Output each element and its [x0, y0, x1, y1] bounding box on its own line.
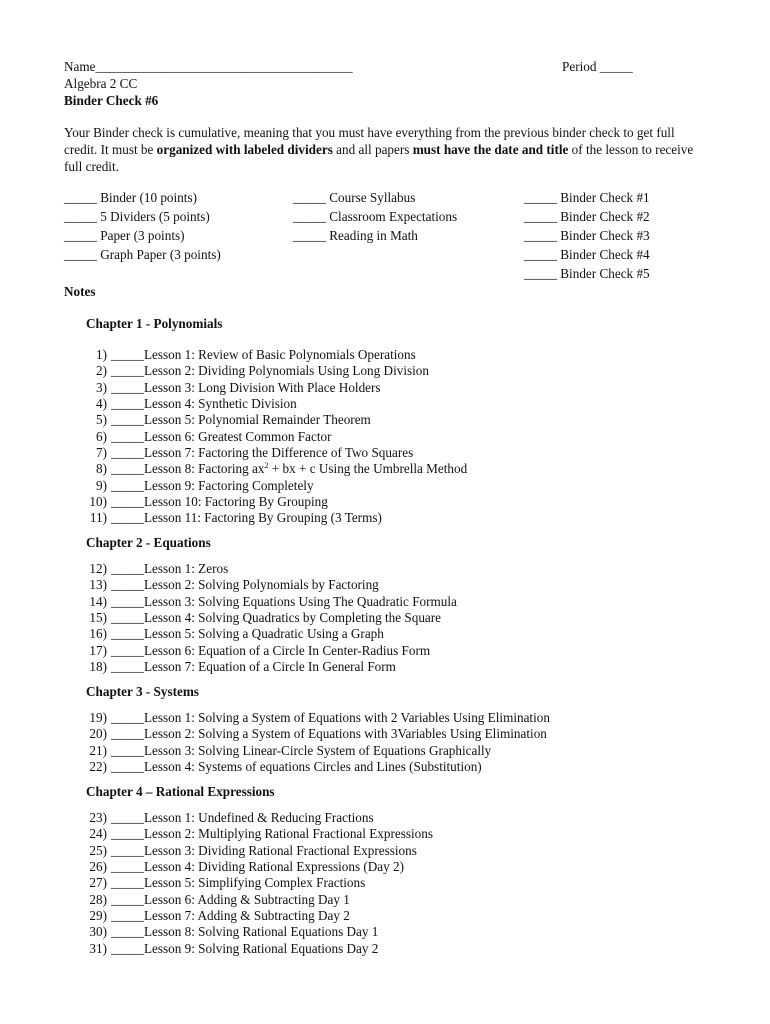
lesson-text — [111, 461, 467, 477]
lesson-number: 4) — [96, 396, 107, 412]
intro-text-2: and all papers — [332, 142, 413, 157]
lesson-text: _____Lesson 7: Adding & Subtracting Day 2 — [111, 908, 350, 924]
lesson-number: 13) — [89, 577, 107, 593]
lesson-row — [85, 908, 433, 924]
lesson-row — [85, 610, 457, 626]
lesson-row — [85, 941, 433, 957]
lesson-text: _____Lesson 4: Dividing Rational Expressions (Day 2) — [111, 859, 405, 875]
lesson-text: _____Lesson 5: Solving a Quadratic Using a Graph — [111, 626, 384, 642]
lesson-row — [85, 363, 467, 379]
lesson-row — [85, 412, 467, 428]
lesson-number: 9) — [96, 477, 107, 493]
chapter-3-lessons — [85, 710, 550, 775]
checklist-column-documents — [293, 188, 457, 245]
lesson-row — [85, 643, 457, 659]
lesson-row — [85, 924, 433, 940]
lesson-text: _____Lesson 2: Multiplying Rational Fractional Expressions — [111, 826, 433, 842]
checklist-item: _____ Binder Check #4 — [524, 247, 650, 262]
chapter-heading: Chapter 4 – Rational Expressions — [86, 784, 275, 799]
notes-heading: Notes — [64, 284, 96, 299]
checklist-item: _____ Binder Check #1 — [524, 190, 650, 205]
lesson-text-part: + bx + c Using the Umbrella Method — [268, 461, 468, 477]
lesson-row — [85, 429, 467, 445]
lesson-text: _____Lesson 9: Factoring Completely — [111, 477, 314, 493]
lesson-row — [85, 726, 550, 742]
lesson-text: _____Lesson 2: Solving Polynomials by Factoring — [111, 577, 379, 593]
lesson-text: _____Lesson 6: Greatest Common Factor — [111, 428, 332, 444]
lesson-number: 5) — [96, 412, 107, 428]
lesson-text: _____Lesson 9: Solving Rational Equations Day 2 — [111, 940, 379, 956]
lesson-number: 22) — [89, 759, 107, 775]
lesson-number: 16) — [89, 626, 107, 642]
checklist-item: _____ 5 Dividers (5 points) — [64, 209, 210, 224]
lesson-number: 12) — [89, 561, 107, 576]
lesson-text: _____Lesson 8: Solving Rational Equations Day 1 — [111, 924, 379, 940]
lesson-text: _____Lesson 1: Solving a System of Equations with 2 Variables Using Elimination — [111, 710, 550, 725]
lesson-number: 30) — [89, 924, 107, 940]
lesson-row — [85, 561, 457, 577]
chapter-heading: Chapter 2 - Equations — [86, 535, 211, 550]
lesson-row — [85, 380, 467, 396]
checklist-item: _____ Course Syllabus — [293, 190, 416, 205]
checklist-item: _____ Reading in Math — [293, 228, 418, 243]
lesson-number: 15) — [89, 610, 107, 626]
checklist-item: _____ Paper (3 points) — [64, 228, 185, 243]
chapter-heading: Chapter 1 - Polynomials — [86, 316, 223, 331]
lesson-text: _____Lesson 4: Systems of equations Circles and Lines (Substitution) — [111, 759, 482, 775]
lesson-number: 17) — [89, 642, 107, 658]
lesson-row — [85, 510, 467, 526]
lesson-number: 29) — [89, 908, 107, 924]
lesson-row — [85, 859, 433, 875]
lesson-text: _____Lesson 4: Synthetic Division — [111, 396, 297, 412]
lesson-text: _____Lesson 5: Polynomial Remainder Theorem — [111, 412, 371, 428]
lesson-number: 7) — [96, 445, 107, 461]
lesson-number: 25) — [89, 842, 107, 858]
chapter-2-lessons — [85, 561, 457, 675]
lesson-number: 21) — [89, 742, 107, 758]
document-title: Binder Check #6 — [64, 93, 159, 108]
intro-bold-1: organized with labeled dividers — [156, 142, 333, 157]
lesson-number: 28) — [89, 891, 107, 907]
lesson-row — [85, 461, 467, 477]
intro-paragraph — [64, 124, 704, 175]
lesson-number: 19) — [89, 710, 107, 725]
chapter-heading: Chapter 3 - Systems — [86, 684, 199, 699]
checklist-item: _____ Binder Check #2 — [524, 209, 650, 224]
lesson-number: 31) — [89, 940, 107, 956]
checklist-column-materials — [64, 188, 221, 264]
lesson-text: _____Lesson 10: Factoring By Grouping — [111, 494, 328, 510]
checklist-item: _____ Graph Paper (3 points) — [64, 247, 221, 262]
lesson-text: _____Lesson 3: Dividing Rational Fractional Expressions — [111, 842, 417, 858]
lesson-text: _____Lesson 6: Equation of a Circle In Center-Radius Form — [111, 642, 431, 658]
lesson-text: _____Lesson 1: Review of Basic Polynomials Operations — [111, 347, 416, 362]
intro-bold-2: must have the date and title — [412, 142, 569, 157]
lesson-text: _____Lesson 4: Solving Quadratics by Completing the Square — [111, 610, 442, 626]
checklist-item: _____ Binder Check #5 — [524, 266, 650, 281]
chapter-4-lessons — [85, 810, 433, 957]
lesson-text-part: _____Lesson 8: Factoring ax — [111, 461, 265, 477]
superscript: 2 — [264, 461, 269, 471]
lesson-text: _____Lesson 3: Solving Equations Using The Quadratic Formula — [111, 593, 457, 609]
lesson-number: 27) — [89, 875, 107, 891]
lesson-row — [85, 826, 433, 842]
lesson-row — [85, 347, 467, 363]
course-name: Algebra 2 CC — [64, 76, 138, 91]
checklist-item: _____ Binder (10 points) — [64, 190, 197, 205]
intro-text-1: Your Binder check is cumulative, meaning that you must have everything from the previous binder check to get full credit. It must be — [64, 125, 675, 157]
lesson-row — [85, 659, 457, 675]
lesson-number: 1) — [96, 347, 107, 362]
lesson-text: _____Lesson 11: Factoring By Grouping (3 Terms) — [111, 510, 382, 526]
lesson-row — [85, 594, 457, 610]
lesson-number: 20) — [89, 726, 107, 742]
lesson-row — [85, 892, 433, 908]
chapter-1-lessons — [85, 347, 467, 527]
lesson-number: 2) — [96, 363, 107, 379]
lesson-row — [85, 396, 467, 412]
lesson-row — [85, 478, 467, 494]
lesson-text: _____Lesson 3: Solving Linear-Circle System of Equations Graphically — [111, 742, 492, 758]
lesson-number: 24) — [89, 826, 107, 842]
lesson-number: 3) — [96, 379, 107, 395]
lesson-row — [85, 743, 550, 759]
lesson-row — [85, 875, 433, 891]
lesson-number: 18) — [89, 659, 107, 675]
lesson-text: _____Lesson 1: Undefined & Reducing Fractions — [111, 810, 374, 825]
checklist-item: _____ Classroom Expectations — [293, 209, 458, 224]
intro-text-3: of the lesson to receive full credit. — [64, 142, 694, 174]
lesson-number: 14) — [89, 593, 107, 609]
lesson-row — [85, 445, 467, 461]
lesson-text: _____Lesson 7: Factoring the Difference of Two Squares — [111, 445, 414, 461]
lesson-number: 26) — [89, 859, 107, 875]
lesson-row — [85, 626, 457, 642]
lesson-number: 8) — [96, 461, 107, 477]
lesson-number: 6) — [96, 428, 107, 444]
lesson-number: 23) — [89, 810, 107, 825]
lesson-row — [85, 710, 550, 726]
lesson-row — [85, 494, 467, 510]
lesson-row — [85, 759, 550, 775]
name-line: Name_______________________________________ — [64, 59, 353, 74]
lesson-number: 11) — [89, 510, 107, 526]
lesson-text: _____Lesson 1: Zeros — [111, 561, 229, 576]
lesson-number: 10) — [89, 494, 107, 510]
lesson-text: _____Lesson 7: Equation of a Circle In General Form — [111, 659, 396, 675]
period-line: Period _____ — [562, 59, 633, 74]
lesson-text: _____Lesson 6: Adding & Subtracting Day 1 — [111, 891, 350, 907]
lesson-text: _____Lesson 2: Solving a System of Equations with 3Variables Using Elimination — [111, 726, 547, 742]
checklist-column-binder-checks — [524, 188, 650, 283]
lesson-row — [85, 843, 433, 859]
checklist-item: _____ Binder Check #3 — [524, 228, 650, 243]
lesson-row — [85, 577, 457, 593]
lesson-row — [85, 810, 433, 826]
lesson-text: _____Lesson 5: Simplifying Complex Fractions — [111, 875, 366, 891]
lesson-text: _____Lesson 3: Long Division With Place Holders — [111, 379, 381, 395]
lesson-text: _____Lesson 2: Dividing Polynomials Using Long Division — [111, 363, 429, 379]
